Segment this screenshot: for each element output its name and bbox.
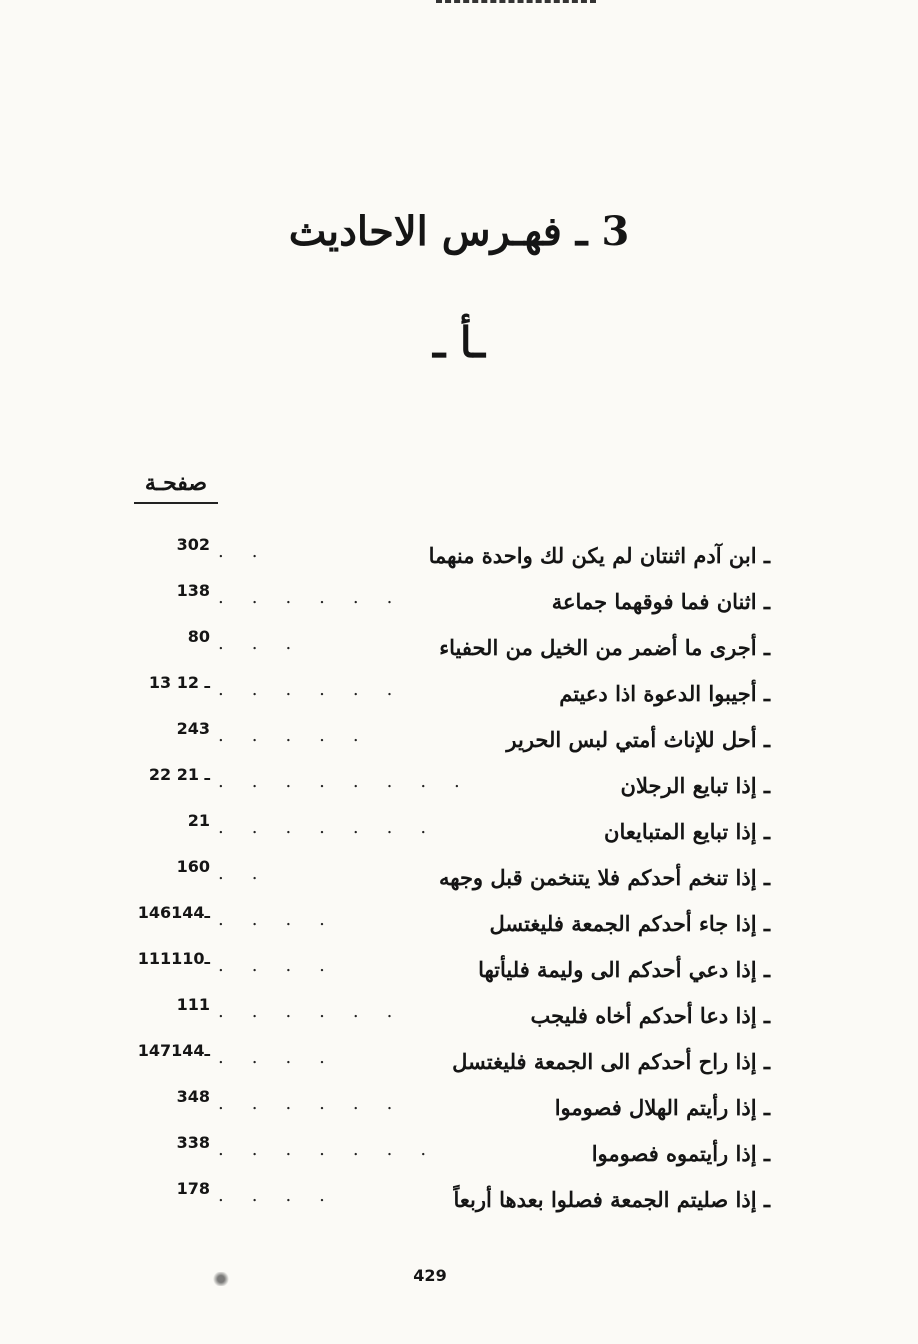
- leader-dots: ......: [218, 1001, 421, 1022]
- leader-dots: ...: [218, 633, 320, 654]
- list-item: [100, 949, 770, 995]
- entry-text: ـ إذا تبايع المتبايعان: [604, 819, 770, 844]
- list-item: [100, 581, 770, 627]
- hadith-index-list: [100, 535, 770, 1225]
- entry-page: 146ـ144: [137, 903, 210, 922]
- list-item: [100, 535, 770, 581]
- list-item: [100, 719, 770, 765]
- entry-text: ـ إذا تبايع الرجلان: [620, 773, 770, 798]
- entry-page: 21: [187, 811, 210, 830]
- entry-text: ـ إذا جاء أحدكم الجمعة فليغتسل: [489, 911, 770, 936]
- leader-dots: ......: [218, 679, 421, 700]
- leader-dots: ....: [218, 955, 353, 976]
- list-item: [100, 1087, 770, 1133]
- entry-page: 302: [176, 535, 210, 554]
- leader-dots: ......: [218, 587, 421, 608]
- leader-dots: ........: [218, 771, 488, 792]
- list-item: [100, 811, 770, 857]
- entry-text: ـ إذا راح أحدكم الى الجمعة فليغتسل: [452, 1049, 770, 1074]
- entry-page: 178: [176, 1179, 210, 1198]
- entry-text: ـ إذا رأيتموه فصوموا: [591, 1141, 770, 1166]
- entry-page: 13 ـ 12: [148, 673, 210, 692]
- entry-text: ـ إذا دعا أحدكم أخاه فليجب: [530, 1003, 770, 1028]
- entry-page: 138: [176, 581, 210, 600]
- list-item: [100, 765, 770, 811]
- list-item: [100, 1179, 770, 1225]
- leader-dots: .....: [218, 725, 387, 746]
- leader-dots: ....: [218, 1047, 353, 1068]
- leader-dots: ..: [218, 541, 286, 562]
- entry-page: 348: [176, 1087, 210, 1106]
- entry-page: 243: [176, 719, 210, 738]
- entry-text: ـ ابن آدم اثنتان لم يكن لك واحدة منهما: [428, 543, 770, 568]
- top-rule: [436, 0, 596, 3]
- entry-page: 111: [176, 995, 210, 1014]
- entry-page: 338: [176, 1133, 210, 1152]
- page-column-header: صفحـة: [134, 470, 218, 504]
- entry-page: 160: [176, 857, 210, 876]
- leader-dots: .......: [218, 1139, 455, 1160]
- leader-dots: ....: [218, 909, 353, 930]
- page-title: 3 ـ فهـرس الاحاديث: [288, 208, 630, 255]
- entry-text: ـ أجيبوا الدعوة اذا دعيتم: [559, 681, 770, 706]
- list-item: [100, 627, 770, 673]
- entry-page: 147ـ144: [137, 1041, 210, 1060]
- entry-text: ـ اثنان فما فوقهما جماعة: [551, 589, 770, 614]
- entry-text: ـ إذا صليتم الجمعة فصلوا بعدها أربعاً: [453, 1187, 770, 1212]
- leader-dots: .......: [218, 817, 455, 838]
- entry-text: ـ أحل للإناث أمتي لبس الحرير: [506, 727, 770, 752]
- page-number: 429: [413, 1266, 447, 1285]
- entry-text: ـ إذا رأيتم الهلال فصوموا: [554, 1095, 770, 1120]
- list-item: [100, 673, 770, 719]
- entry-text: ـ أجرى ما أضمر من الخيل من الحفياء: [439, 635, 770, 660]
- section-letter: ـأ ـ: [432, 318, 486, 367]
- entry-text: ـ إذا تنخم أحدكم فلا يتنخمن قبل وجهه: [439, 865, 770, 890]
- entry-text: ـ إذا دعي أحدكم الى وليمة فليأتها: [478, 957, 770, 982]
- list-item: [100, 857, 770, 903]
- leader-dots: ......: [218, 1093, 421, 1114]
- list-item: [100, 1041, 770, 1087]
- list-item: [100, 903, 770, 949]
- leader-dots: ....: [218, 1185, 353, 1206]
- entry-page: 22 ـ 21: [148, 765, 210, 784]
- entry-page: 111ـ110: [137, 949, 210, 968]
- list-item: [100, 1133, 770, 1179]
- entry-page: 80: [187, 627, 210, 646]
- list-item: [100, 995, 770, 1041]
- leader-dots: ..: [218, 863, 286, 884]
